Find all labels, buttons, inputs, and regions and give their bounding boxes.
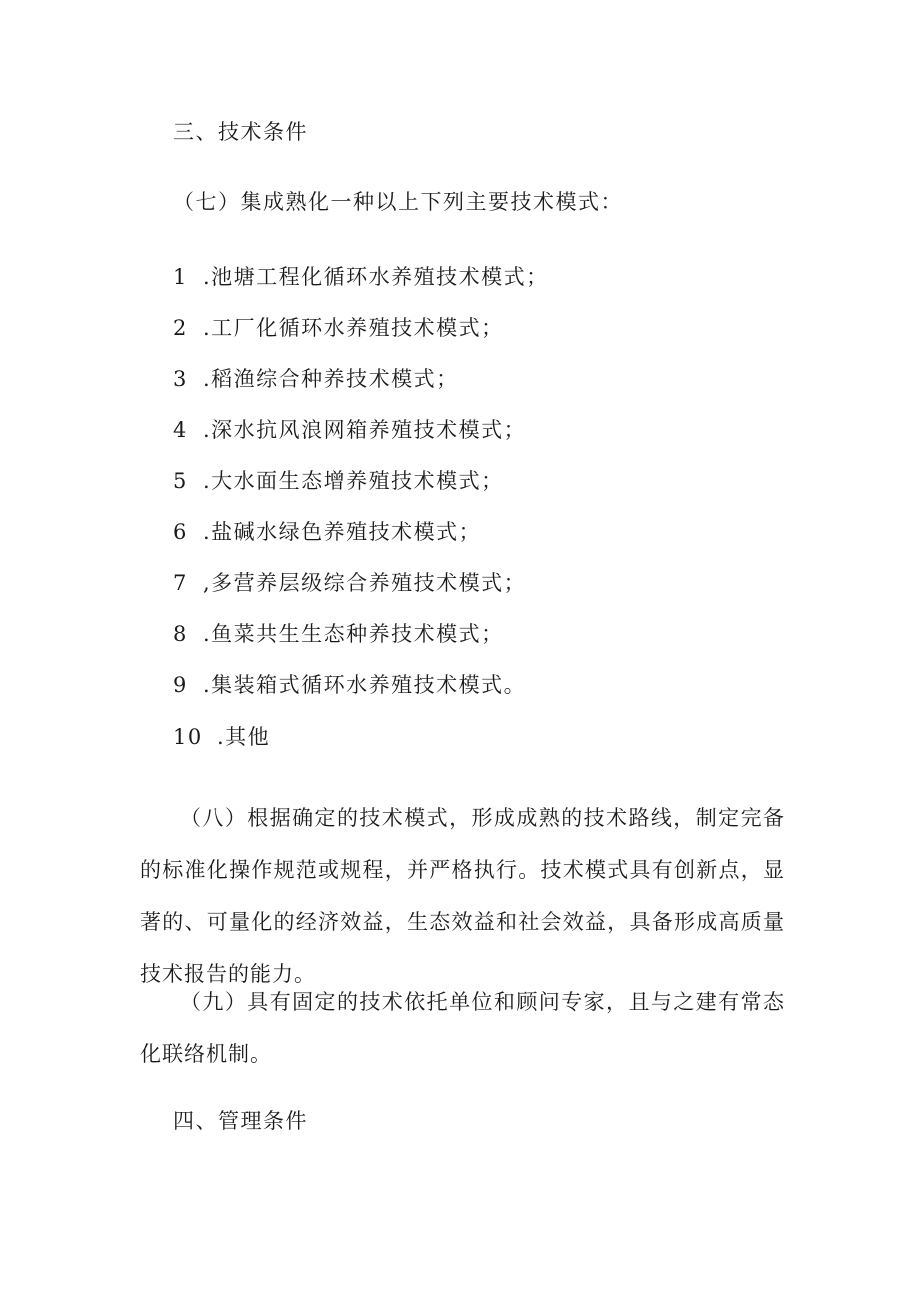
list-item-text: .鱼菜共生生态种养技术模式； bbox=[203, 622, 504, 646]
list-item-number: 7 bbox=[173, 571, 188, 595]
list-item-text: .工厂化循环水养殖技术模式； bbox=[203, 316, 504, 340]
list-item-number: 8 bbox=[173, 622, 188, 646]
list-item-number: 9 bbox=[173, 673, 188, 697]
list-item bbox=[173, 264, 549, 290]
list-item bbox=[173, 570, 526, 596]
list-item-number: 5 bbox=[173, 469, 188, 493]
list-item bbox=[173, 621, 504, 647]
list-item-text: .稻渔综合种养技术模式； bbox=[203, 367, 459, 391]
section-3-heading: 三、技术条件 bbox=[173, 120, 308, 144]
list-item-number: 4 bbox=[173, 418, 188, 442]
list-item bbox=[173, 315, 504, 341]
list-item-text: .池塘工程化循环水养殖技术模式； bbox=[203, 265, 549, 289]
list-item bbox=[173, 672, 526, 698]
subsection-7-heading: （七）集成熟化一种以上下列主要技术模式： bbox=[173, 190, 623, 214]
paragraph-9: （九）具有固定的技术依托单位和顾问专家，且与之建有常态化联络机制。 bbox=[140, 990, 785, 1066]
list-item-number: 1 bbox=[173, 265, 188, 289]
list-item-text: ,多营养层级综合养殖技术模式； bbox=[203, 571, 527, 595]
list-item-number: 2 bbox=[173, 316, 188, 340]
list-item bbox=[173, 366, 459, 392]
list-item-text: .集装箱式循环水养殖技术模式。 bbox=[203, 673, 527, 697]
list-item bbox=[173, 468, 504, 494]
list-item-text: .大水面生态增养殖技术模式； bbox=[203, 469, 504, 493]
section-4-heading: 四、管理条件 bbox=[173, 1109, 308, 1133]
list-item-number: 3 bbox=[173, 367, 188, 391]
list-item-text: .深水抗风浪网箱养殖技术模式； bbox=[203, 418, 527, 442]
list-item-number: 10 bbox=[173, 725, 203, 749]
list-item bbox=[173, 724, 270, 750]
list-item-number: 6 bbox=[173, 520, 188, 544]
list-item bbox=[173, 519, 481, 545]
list-item bbox=[173, 417, 526, 443]
paragraph-8: （八）根据确定的技术模式，形成成熟的技术路线，制定完备的标准化操作规范或规程，并严格执行。技术模式具有创新点，显著的、可量化的经济效益，生态效益和社会效益，具备形成高质量技术报告的能力。 bbox=[140, 806, 785, 986]
list-item-text: .其他 bbox=[217, 725, 271, 749]
list-item-text: .盐碱水绿色养殖技术模式； bbox=[203, 520, 482, 544]
